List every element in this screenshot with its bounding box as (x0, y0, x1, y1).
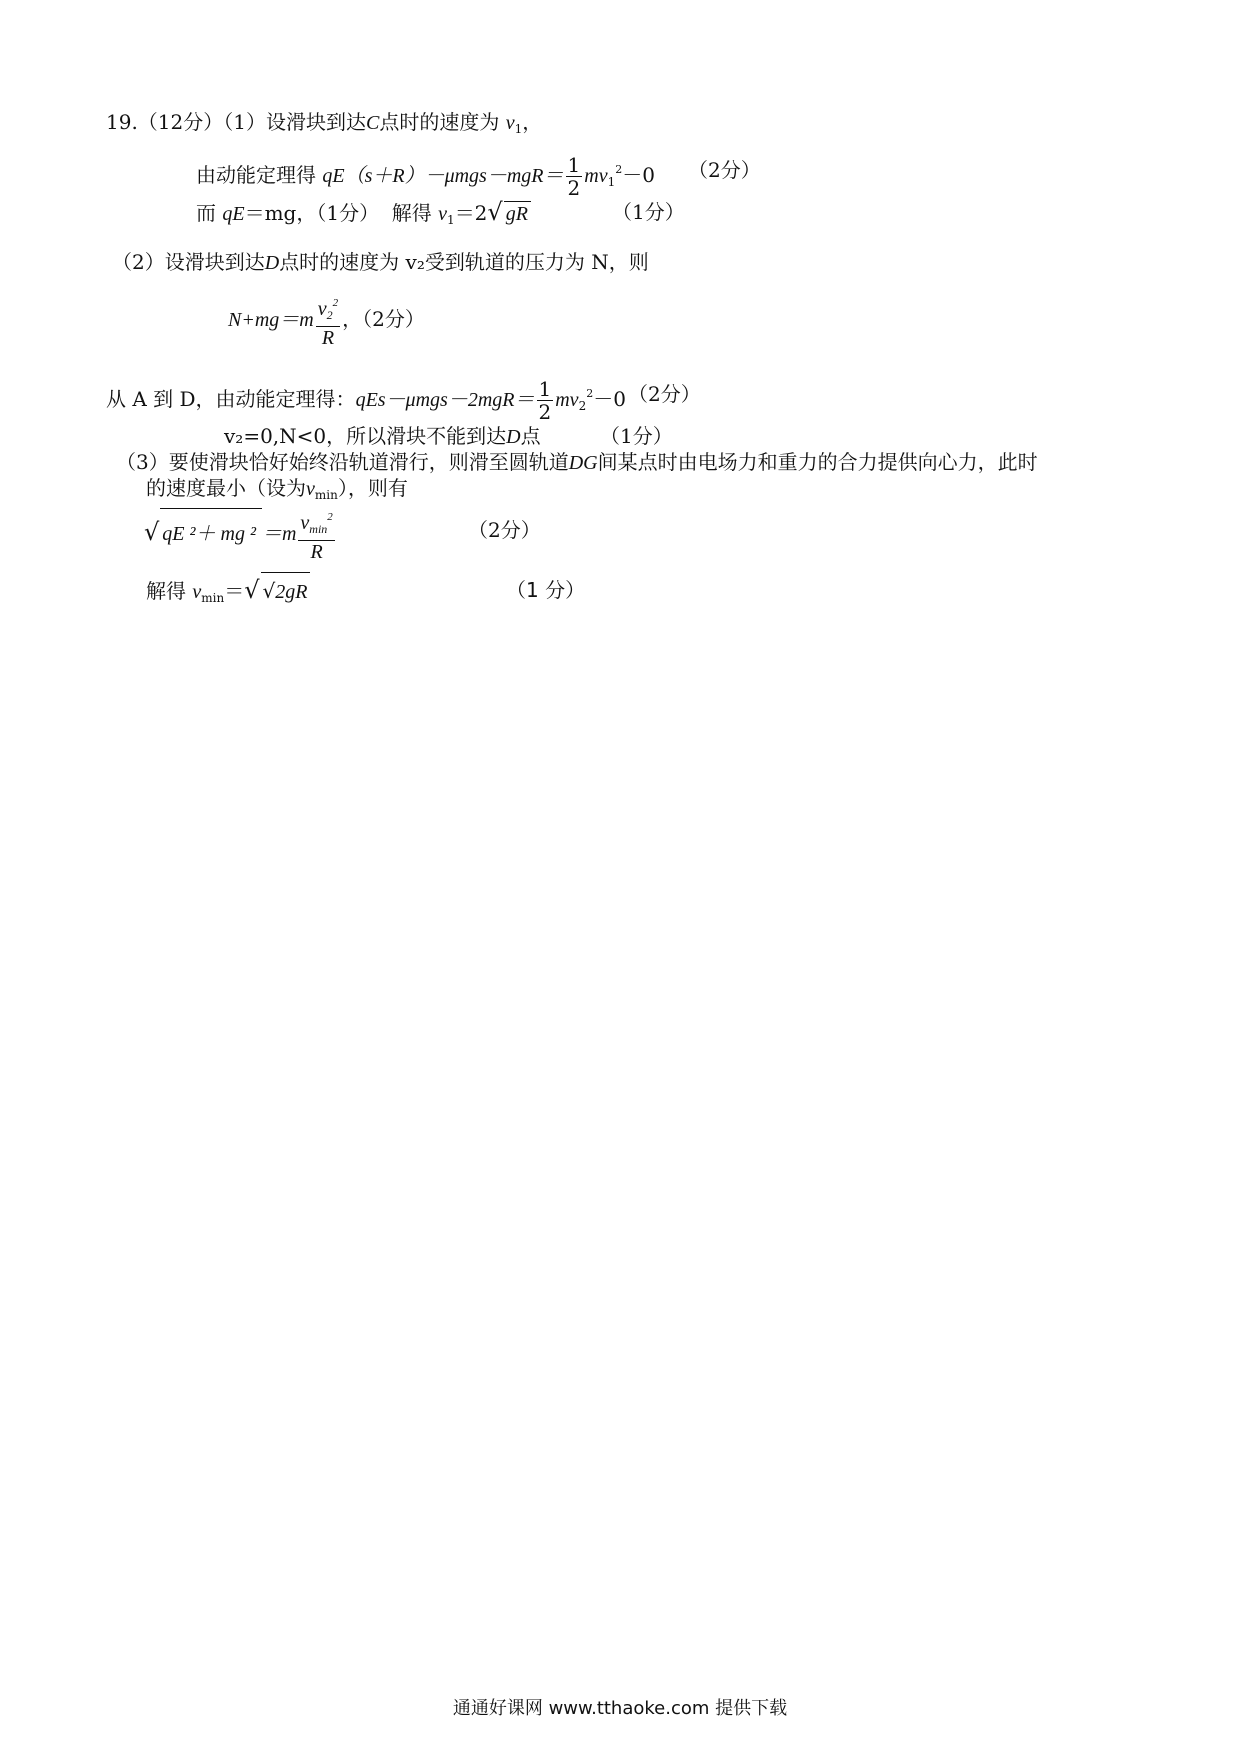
eq-tail: ，（2分） (342, 307, 425, 331)
sqrt-icon: √ (262, 579, 276, 603)
header-text: 19.（12分）（1）设滑块到达 (106, 110, 366, 134)
half-den: 2 (567, 176, 581, 200)
v2-sub: 2 (326, 308, 333, 322)
v1-sub: 1 (447, 213, 455, 227)
mv-sub: 2 (578, 399, 587, 413)
point-d: D (506, 426, 521, 448)
question-header (106, 110, 542, 141)
v1-symbol: v (438, 203, 448, 225)
vmin-symbol: v (306, 478, 315, 500)
p2-conclusion (224, 424, 541, 449)
vmin-num (298, 506, 334, 541)
vmin-symbol: v (192, 581, 202, 603)
mv-sup: 2 (615, 163, 623, 176)
p3-intro-text: （3）要使滑块恰好始终沿轨道滑行，则滑至圆轨道 (116, 450, 569, 474)
vmin-sub: min (201, 591, 225, 605)
v2-symbol: v (317, 298, 327, 320)
p2-prefix: 从 A 到 D，由动能定理得： (106, 387, 356, 411)
half-den: 2 (538, 400, 552, 424)
half-num: 1 (567, 153, 581, 177)
radicand: gR (504, 201, 531, 226)
p3-intro-1 (116, 450, 1038, 475)
solve-text: 解得 (146, 579, 186, 603)
eq-two: ＝2 (454, 201, 488, 225)
points-badge: （1分） (612, 200, 685, 224)
sqrt-icon: √ (487, 198, 503, 226)
p3-solution (146, 572, 310, 616)
header-tail: 点时的速度为 (379, 110, 500, 134)
v1-sub: 1 (514, 122, 523, 136)
p2-equation-2 (106, 372, 626, 428)
mv-sub: 1 (607, 175, 616, 189)
p2-intro-text: （2）设滑块到达 (112, 250, 265, 274)
arc-dg: DG (568, 452, 598, 474)
p2-formula: qEs－μmgs－2mgR＝ (355, 389, 535, 411)
vmin-sub: min (314, 488, 338, 502)
vmin-symbol: v (300, 512, 310, 534)
comma: ， (522, 110, 543, 134)
qe-term: qE (222, 203, 245, 225)
vmin-fraction (298, 506, 334, 563)
conclusion-text: v₂=0,N<0，所以滑块不能到达 (224, 424, 507, 448)
points-badge: （2分） (468, 518, 541, 542)
v1-symbol: v (505, 112, 515, 134)
points-badge: （2分） (628, 382, 701, 406)
p1-equation-1 (196, 148, 655, 204)
half-fraction (566, 154, 583, 199)
v2-sup: 2 (332, 297, 339, 309)
p2-intro-tail: 点时的速度为 v₂受到轨道的压力为 N，则 (279, 250, 649, 274)
outer-radicand (261, 572, 311, 610)
r-den: R (321, 327, 335, 349)
conclusion-tail: 点 (520, 424, 541, 448)
sqrt-icon: √ (244, 576, 260, 604)
minus-zero: －0 (593, 387, 626, 411)
p3-intro-2 (146, 476, 408, 507)
r-den: R (310, 541, 323, 563)
minus-zero: －0 (622, 163, 655, 187)
half-num: 1 (538, 377, 552, 401)
mv-sup: 2 (586, 387, 594, 400)
n-mg-term: N+mg＝m (228, 309, 314, 331)
p2-intro (112, 250, 649, 275)
points-badge: （1 分） (506, 578, 586, 602)
mv-term: mv (555, 389, 579, 411)
p3-intro2-text: 的速度最小（设为 (146, 476, 306, 500)
v2-num (316, 292, 340, 327)
radicand: qE ²＋ mg ² (160, 508, 262, 559)
p3-intro2-tail: ），则有 (337, 476, 408, 500)
points-badge: （2分） (688, 158, 761, 182)
point-c: C (365, 112, 380, 134)
v2-fraction (316, 292, 340, 349)
vmin-sub: min (309, 522, 328, 536)
vmin-sup: 2 (327, 511, 333, 523)
p1-equation-2 (196, 200, 531, 232)
p1-formula: qE（s＋R）－μmgs－mgR＝ (322, 165, 564, 187)
eq-m: ＝m (261, 523, 297, 545)
mv-term: mv (584, 165, 608, 187)
er-text: 而 (196, 201, 216, 225)
point-d: D (264, 252, 280, 274)
inner-radicand: 2gR (275, 581, 308, 603)
points-badge: （1分） (600, 424, 673, 448)
sqrt-icon: √ (144, 518, 160, 546)
eq-sign: ＝ (224, 579, 245, 603)
footer-credit: 通通好课网 www.tthaoke.com 提供下载 (452, 1698, 788, 1719)
p3-equation (144, 506, 337, 563)
solve-text: 解得 (391, 201, 432, 225)
p3-intro-tail: 间某点时由电场力和重力的合力提供向心力，此时 (597, 450, 1038, 474)
eq-mg: ＝mg，（1分） (244, 201, 380, 225)
p1-prefix: 由动能定理得 (196, 163, 316, 187)
half-fraction (537, 378, 554, 423)
p2-equation-1 (228, 292, 425, 349)
